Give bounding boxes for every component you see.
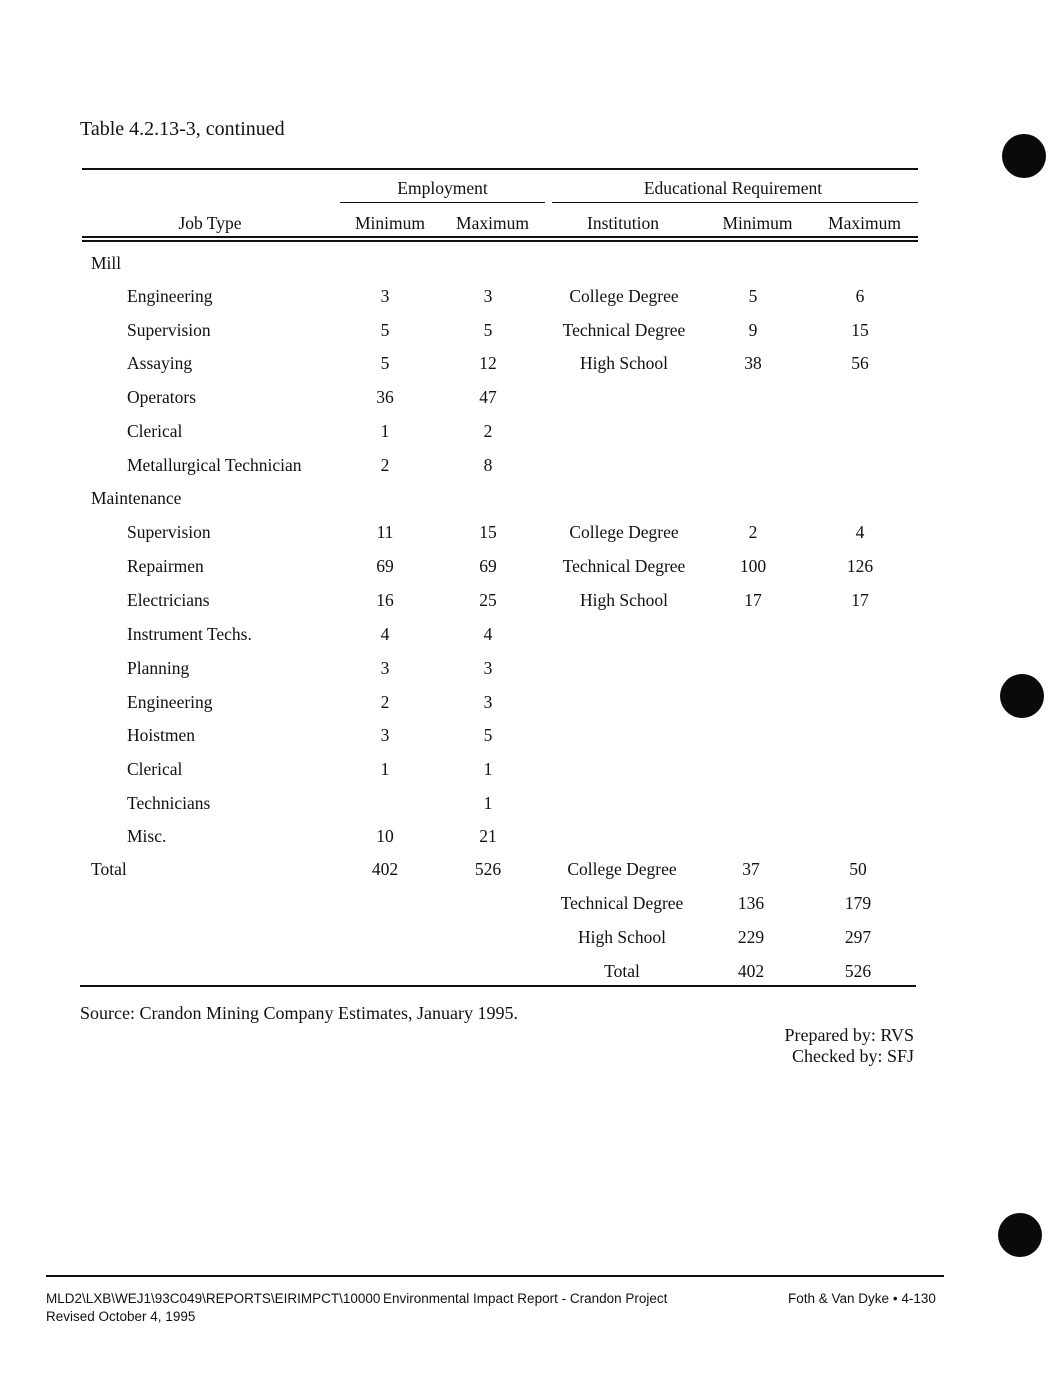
emp-min-cell: 3: [380, 725, 390, 745]
emp-max-cell: 1: [483, 793, 493, 813]
institution-cell: College Degree: [569, 522, 679, 542]
institution-cell: Technical Degree: [562, 320, 686, 340]
emp-max-cell: 47: [479, 387, 497, 407]
punch-hole: [1002, 134, 1046, 178]
emp-min-cell: 3: [380, 658, 390, 678]
total-edu-min-cell: 229: [737, 927, 765, 947]
job-type-cell: Assaying: [127, 353, 193, 373]
edu-min-cell: 2: [748, 522, 758, 542]
emp-max-cell: 3: [483, 692, 493, 712]
prepared-by: Prepared by: RVS: [784, 1025, 914, 1045]
header-double-rule-top: [82, 236, 918, 238]
job-type-cell: Engineering: [127, 692, 213, 712]
job-type-cell: Engineering: [127, 286, 213, 306]
total-institution-cell: Technical Degree: [560, 893, 684, 913]
emp-min-cell: 2: [380, 455, 390, 475]
edu-min-cell: 38: [744, 353, 762, 373]
employment-group-rule: [340, 202, 545, 203]
total-institution-cell: Total: [604, 961, 640, 981]
job-type-cell: Supervision: [127, 320, 211, 340]
emp-min-cell: 5: [380, 353, 390, 373]
total-emp-min: 402: [371, 859, 399, 879]
edu-min-cell: 17: [744, 590, 762, 610]
job-type-cell: Hoistmen: [127, 725, 196, 745]
emp-min-cell: 3: [380, 286, 390, 306]
emp-max-cell: 4: [483, 624, 493, 644]
edu-max-cell: 4: [855, 522, 865, 542]
header-double-rule-bottom: [82, 240, 918, 242]
emp-max-cell: 25: [479, 590, 497, 610]
institution-cell: College Degree: [569, 286, 679, 306]
emp-max-cell: 5: [483, 320, 493, 340]
total-institution-cell: College Degree: [567, 859, 677, 879]
edu-max-cell: 56: [851, 353, 869, 373]
emp-max-cell: 2: [483, 421, 493, 441]
emp-min-cell: 10: [376, 826, 394, 846]
job-type-cell: Supervision: [127, 522, 211, 542]
edu-min-cell: 5: [748, 286, 758, 306]
job-type-cell: Clerical: [127, 759, 183, 779]
emp-min-cell: 2: [380, 692, 390, 712]
job-type-cell: Misc.: [127, 826, 167, 846]
emp-max-cell: 15: [479, 522, 497, 542]
punch-hole: [998, 1213, 1042, 1257]
job-type-cell: Instrument Techs.: [127, 624, 252, 644]
footer-rule: [46, 1275, 944, 1277]
emp-max-cell: 3: [483, 286, 493, 306]
emp-min-cell: 1: [380, 759, 390, 779]
punch-hole: [1000, 674, 1044, 718]
job-type-cell: Metallurgical Technician: [127, 455, 302, 475]
job-type-cell: Operators: [127, 387, 197, 407]
education-group-rule: [552, 202, 918, 203]
section-total: Total: [91, 859, 127, 879]
footer-report: Environmental Impact Report - Crandon Project: [383, 1291, 668, 1306]
institution-cell: High School: [580, 590, 668, 610]
edu-min-cell: 9: [748, 320, 758, 340]
job-type-cell: Repairmen: [127, 556, 204, 576]
footer-bullet: •: [892, 1291, 898, 1306]
footer-page: 4-130: [901, 1291, 936, 1306]
footer-revised: Revised October 4, 1995: [46, 1309, 196, 1324]
emp-max-cell: 8: [483, 455, 493, 475]
total-institution-cell: High School: [578, 927, 666, 947]
emp-min-cell: 1: [380, 421, 390, 441]
emp-max-header: Maximum: [456, 213, 529, 233]
edu-max-cell: 17: [851, 590, 869, 610]
total-edu-max-cell: 526: [844, 961, 872, 981]
total-edu-min-cell: 37: [742, 859, 760, 879]
edu-min-cell: 100: [739, 556, 767, 576]
footer-path: MLD2\LXB\WEJ1\93C049\REPORTS\EIRIMPCT\10000: [46, 1291, 381, 1306]
institution-cell: High School: [580, 353, 668, 373]
emp-max-cell: 1: [483, 759, 493, 779]
source-note: Source: Crandon Mining Company Estimates, January 1995.: [80, 1003, 518, 1023]
bottom-rule: [80, 985, 916, 987]
total-edu-max-cell: 179: [844, 893, 872, 913]
edu-max-header: Maximum: [828, 213, 901, 233]
employment-group-header: Employment: [397, 178, 488, 198]
section-maintenance: Maintenance: [91, 488, 182, 508]
checked-by: Checked by: SFJ: [791, 1046, 914, 1066]
institution-cell: Technical Degree: [562, 556, 686, 576]
emp-min-cell: 11: [376, 522, 394, 542]
job-type-cell: Clerical: [127, 421, 183, 441]
job-type-cell: Electricians: [127, 590, 210, 610]
total-edu-max-cell: 50: [849, 859, 867, 879]
edu-max-cell: 6: [855, 286, 865, 306]
institution-header: Institution: [587, 213, 659, 233]
emp-min-header: Minimum: [354, 213, 425, 233]
job-type-header: Job Type: [178, 213, 242, 233]
emp-min-cell: 4: [380, 624, 390, 644]
top-rule: [82, 168, 918, 170]
job-type-cell: Technicians: [127, 793, 211, 813]
total-emp-max: 526: [474, 859, 502, 879]
job-type-cell: Planning: [127, 658, 190, 678]
emp-min-cell: 69: [376, 556, 394, 576]
footer-page-info: [788, 1291, 936, 1306]
emp-max-cell: 21: [479, 826, 497, 846]
emp-max-cell: 69: [479, 556, 497, 576]
total-edu-min-cell: 402: [737, 961, 765, 981]
total-edu-max-cell: 297: [844, 927, 872, 947]
total-edu-min-cell: 136: [737, 893, 765, 913]
emp-max-cell: 3: [483, 658, 493, 678]
footer-firm: Foth & Van Dyke: [788, 1291, 890, 1306]
emp-min-cell: 16: [376, 590, 394, 610]
education-group-header: Educational Requirement: [643, 178, 823, 198]
emp-max-cell: 12: [479, 353, 497, 373]
edu-min-header: Minimum: [722, 213, 793, 233]
emp-min-cell: 36: [376, 387, 394, 407]
edu-max-cell: 126: [846, 556, 874, 576]
section-mill: Mill: [91, 253, 122, 273]
emp-min-cell: 5: [380, 320, 390, 340]
table-title: Table 4.2.13-3, continued: [80, 118, 285, 140]
emp-max-cell: 5: [483, 725, 493, 745]
edu-max-cell: 15: [851, 320, 869, 340]
